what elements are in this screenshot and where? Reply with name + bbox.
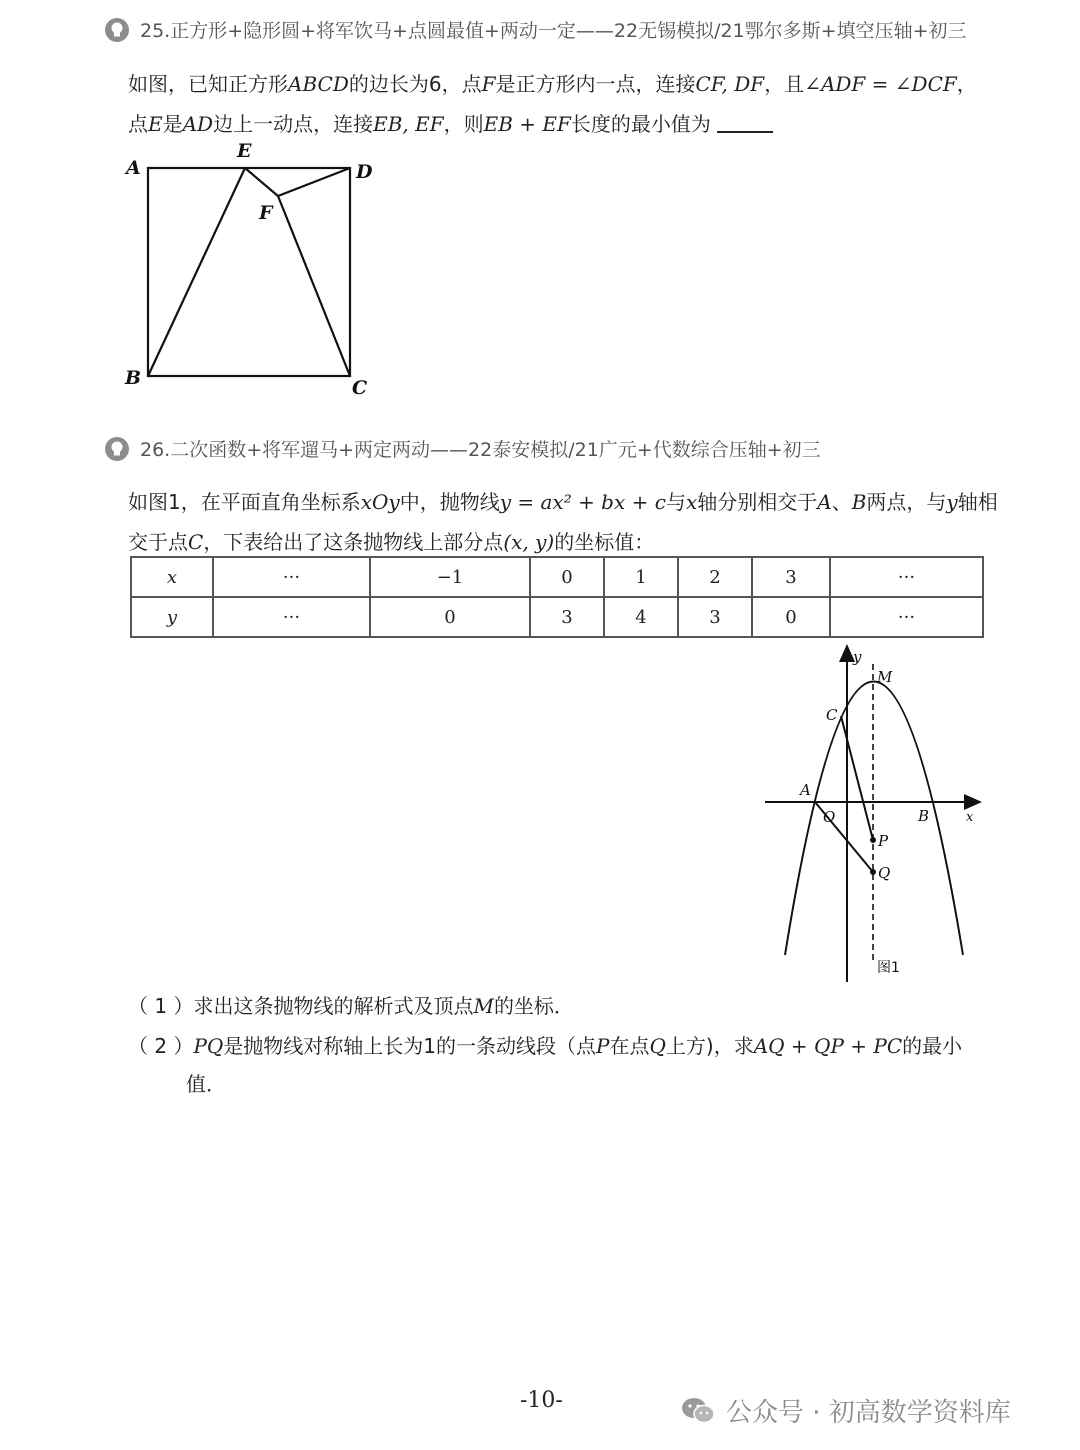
label-b: B bbox=[125, 367, 142, 389]
lightbulb-icon bbox=[104, 436, 130, 462]
table-cell: ··· bbox=[830, 597, 983, 637]
q26-header-text: 26.二次函数+将军遛马+两定两动——22泰安模拟/21广元+代数综合压轴+初三 bbox=[140, 439, 821, 461]
label-o: O bbox=[823, 808, 836, 826]
table-cell: 3 bbox=[678, 597, 752, 637]
label-a: A bbox=[126, 157, 141, 179]
label-e: E bbox=[237, 140, 252, 162]
table-cell: 0 bbox=[752, 597, 830, 637]
watermark-text: 公众号 · 初高数学资料库 bbox=[726, 1398, 1011, 1428]
label-b: B bbox=[918, 807, 930, 825]
point-q bbox=[870, 869, 876, 875]
table-cell: ··· bbox=[830, 557, 983, 597]
label-c: C bbox=[352, 377, 368, 399]
table-cell: y bbox=[131, 597, 213, 637]
table-cell: 0 bbox=[530, 557, 604, 597]
table-cell: 1 bbox=[604, 557, 678, 597]
page-number: -10- bbox=[520, 1388, 563, 1413]
label-q: Q bbox=[878, 864, 891, 882]
segment-aq bbox=[815, 802, 873, 872]
table-row-x bbox=[131, 557, 983, 597]
table-row-y bbox=[131, 597, 983, 637]
segment-cf bbox=[278, 196, 350, 376]
values-table bbox=[130, 556, 984, 638]
point-p bbox=[870, 837, 876, 843]
q26-header bbox=[104, 435, 821, 462]
table-cell: 3 bbox=[752, 557, 830, 597]
label-x: x bbox=[966, 810, 974, 825]
q25-header bbox=[104, 16, 967, 43]
answer-blank bbox=[717, 131, 773, 133]
q25-line2: 点E是AD边上一动点，连接EB, EF，则EB + EF长度的最小值为 bbox=[128, 108, 773, 137]
parabola-curve bbox=[785, 682, 963, 956]
q25-header-text: 25.正方形+隐形圆+将军饮马+点圆最值+两动一定——22无锡模拟/21鄂尔多斯+填空压轴+初三 bbox=[140, 20, 967, 42]
segment-df bbox=[278, 168, 350, 196]
label-c: C bbox=[826, 706, 838, 724]
square-abcd bbox=[148, 168, 350, 376]
label-a: A bbox=[800, 781, 811, 799]
label-f: F bbox=[259, 202, 273, 224]
sub-question-2: （ 2 ）PQ是抛物线对称轴上长为1的一条动线段（点P在点Q上方)，求AQ + QP + PC的最小 bbox=[128, 1034, 963, 1058]
table-cell: ··· bbox=[213, 557, 370, 597]
label-p: P bbox=[878, 832, 889, 850]
figure-caption: 图1 bbox=[877, 960, 900, 976]
sub-question-1: （ 1 ）求出这条抛物线的解析式及顶点M的坐标． bbox=[128, 994, 574, 1018]
segment-eb bbox=[148, 168, 245, 376]
sub-question-2-cont: 值． bbox=[186, 1072, 226, 1096]
label-d: D bbox=[356, 161, 373, 183]
q26-line2: 交于点C，下表给出了这条抛物线上部分点(x, y)的坐标值： bbox=[128, 530, 655, 554]
segment-ef bbox=[245, 168, 278, 196]
table-cell: 4 bbox=[604, 597, 678, 637]
label-y: y bbox=[853, 648, 862, 666]
watermark bbox=[680, 1392, 1011, 1429]
lightbulb-icon bbox=[104, 17, 130, 43]
table-cell: 0 bbox=[370, 597, 530, 637]
table-cell: 3 bbox=[530, 597, 604, 637]
table-cell: ··· bbox=[213, 597, 370, 637]
q26-line1: 如图1，在平面直角坐标系xOy中，抛物线y = ax² + bx + c与x轴分别相交于A、B两点，与y轴相 bbox=[128, 490, 998, 514]
table-cell: x bbox=[131, 557, 213, 597]
table-cell: 2 bbox=[678, 557, 752, 597]
label-m: M bbox=[877, 668, 893, 686]
table-cell: −1 bbox=[370, 557, 530, 597]
wechat-icon bbox=[680, 1396, 716, 1426]
q25-line1: 如图，已知正方形ABCD的边长为6，点F是正方形内一点，连接CF, DF，且∠ADF = ∠DCF， bbox=[128, 72, 977, 96]
segment-cp bbox=[841, 716, 873, 840]
